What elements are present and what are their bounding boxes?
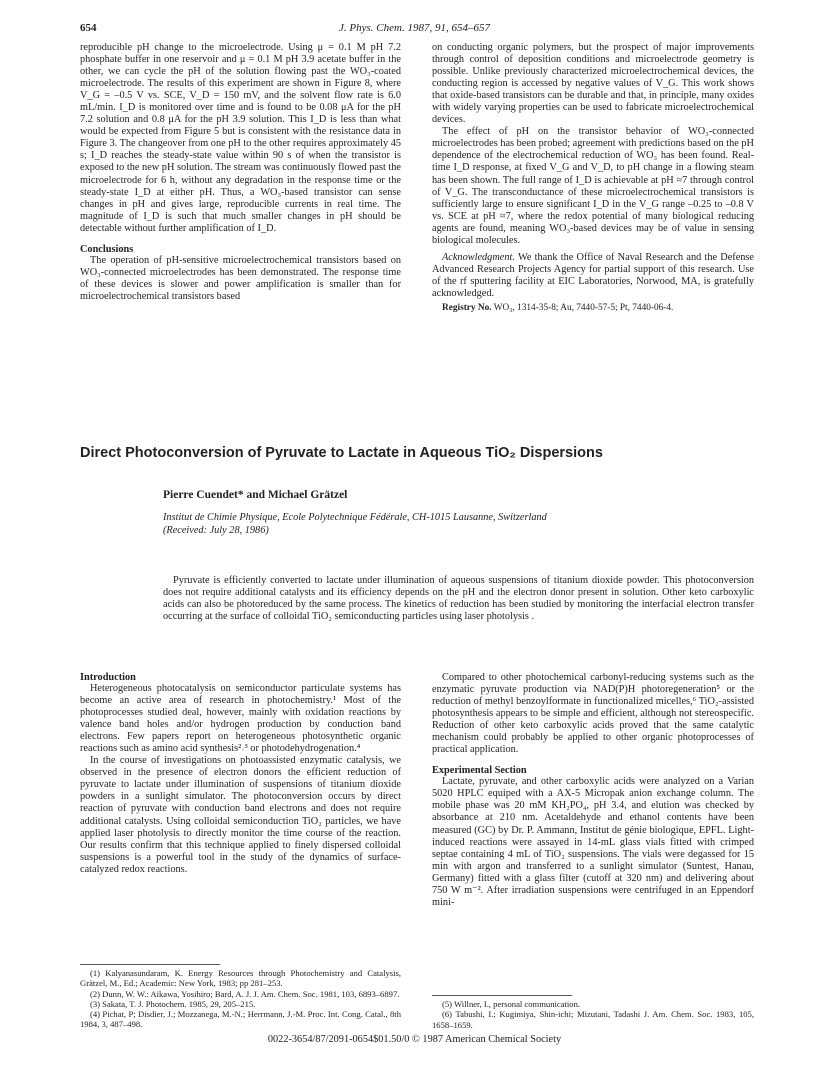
right-column-bottom <box>432 672 754 909</box>
experimental-heading: Experimental Section <box>432 765 527 777</box>
article-authors: Pierre Cuendet* and Michael Grätzel <box>163 489 348 501</box>
conclusions-paragraph: The operation of pH-sensitive microelectrochemical transistors based on WO₃-connected microelectrodes has been demonstrated. The response time of these devices is slower and power amplification is smaller than for microelectrochemical transistors based <box>80 254 401 302</box>
article-title: Direct Photoconversion of Pyruvate to Lactate in Aqueous TiO₂ Dispersions <box>80 445 603 461</box>
registry-label: Registry No. <box>442 302 492 313</box>
right-column-top <box>432 42 754 314</box>
footnote: (5) Willner, I., personal communication. <box>442 999 581 1009</box>
article-abstract <box>163 575 754 623</box>
comparison-paragraph: Compared to other photochemical carbonyl-reducing systems such as the enzymatic pyruvate production via NAD(P)H photoregeneration⁵ or the reduction of methyl benzoylformate in functionalized micelles,⁶ TiO₂-assisted photosynthesis appears to be simple and efficient, although not stereospecific. Reduction of other keto carboxylic acids proved that the same catalytic mechanism could probably be applied to other organic photoprocesses of practical application. <box>432 672 754 756</box>
footnotes-right <box>432 995 754 1030</box>
footnote: (6) Tabushi, I.; Kugimiya, Shin-ichi; Mizutani, Tadashi J. Am. Chem. Soc. 1983, 105, 1658–1659. <box>432 1009 754 1030</box>
registry-line <box>442 302 754 314</box>
ph-effect-paragraph: The effect of pH on the transistor behavior of WO₃-connected microelectrodes has been probed; agreement with predictions based on the pH dependence of the electrochemical reduction of WO₃ has been found. Real-time I_D response, at fixed V_G and V_D, to pH change in a flowing steam has been shown. The full range of I_D is achievable at pH ≈7 through control of V_G. The transconductance of these microelectrochemical transistors is sufficiently large to ensure significant I_D in the V_G range –0.25 to –0.8 V vs. SCE at pH ≈7, where the redox potential of many biological reducing agents are found, meaning WO₃-based devices may be of value in sensing biological molecules. <box>432 126 754 246</box>
acknowledgment-paragraph <box>432 252 754 300</box>
footnote-rule <box>80 964 220 965</box>
abstract-text: Pyruvate is efficiently converted to lactate under illumination of aqueous suspensions of titanium dioxide powder. This photoconversion does not require additional catalysts and its efficiency depends on the pH and the electron donor present in solution. Other keto carboxylic acids can also be photoreduced by the same process. The kinetics of reduction has been studied by monitoring the interfacial electron transfer occurring at the surface of colloidal TiO₂ semiconducting particles using laser photolysis . <box>163 575 754 623</box>
footnote: (3) Sakata, T. J. Photochem. 1985, 29, 205–215. <box>90 998 256 1009</box>
footnote: (4) Pichat, P; Disdier, J.; Mozzanega, M.-N.; Herrmann, J.-M. Proc. Int. Cong. Catal., 8th 1984, 3, 487–498. <box>80 1009 401 1030</box>
footnotes-left <box>80 964 401 1030</box>
affiliation: Institut de Chimie Physique, Ecole Polytechnique Fédérale, CH-1015 Lausanne, Switzerland <box>163 512 547 523</box>
continued-paragraph: reproducible pH change to the microelectrode. Using μ = 0.1 M pH 7.2 phosphate buffer in one reservoir and μ = 0.1 M pH 3.9 acetate buffer in the other, we can cycle the pH of the solution flowing past the WO₃-coated microelectrode. The results of this experiment are shown in Figure 8, where V_G = –0.5 V vs. SCE, V_D = 150 mV, and the solvent flow rate is 6.0 mL/min. I_D is monitored over time and is found to be 0.08 μA for the pH 7.2 solution and 0.8 μA for the pH 3.9 solution. This I_D is less than what would be expected from Figure 5 but is consistent with the resistance data in Figure 3. The changeover from one pH to the other requires approximately 45 s; I_D reaches the steady-state value within 90 s of when the transistor is exposed to the new pH solution. The stream was continuously flowed past the microelectrode for 6 h, without any degradation in the response time or the steady-state I_D at either pH. Thus, a WO₃-based transistor can sense changes in pH and gives large, reproducible currents in real time. The magnitude of I_D is such that much smaller changes in pH should be detectable without further amplification of I_D. <box>80 42 401 234</box>
experimental-paragraph: Lactate, pyruvate, and other carboxylic acids were analyzed on a Varian 5020 HPLC equiped with a AX-5 Micropak anion exchange column. The mobile phase was 20 mM KH₂PO₄, pH 3.4, and elution was checked by absorbance at 210 nm. Acetaldehyde and ethanol contents have been measured (GC) by Dr. P. Ammann, Institut de génie biologique, EPFL. Light-induced reactions were assayed in 14-mL glass vials fitted with crimped septae containing 4 mL of TiO₂ suspensions. The vials were degassed for 15 min with argon and transferred to a sunlight simulator (Suntest, Hanau, Germany) fitted with a glass filter (cutoff at 320 nm) and delivering about 750 W m⁻². After irradiation suspensions were centrifuged in an Eppendorf mini- <box>432 776 754 908</box>
article-affiliation-block <box>163 512 723 537</box>
received-date: (Received: July 28, 1986) <box>163 524 269 536</box>
left-column-bottom <box>80 672 401 876</box>
footnote-rule <box>432 995 572 996</box>
page-number: 654 <box>80 22 97 34</box>
left-column-top <box>80 42 401 303</box>
registry-text: WO₃, 1314-35-8; Au, 7440-57-5; Pt, 7440-06-4. <box>493 302 674 313</box>
copyright-line: 0022-3654/87/2091-0654$01.50/0 © 1987 American Chemical Society <box>267 1034 562 1045</box>
footnote: (2) Dunn, W. W.: Aikawa, Yosihiro; Bard, A. J. J. Am. Chem. Soc. 1981, 103, 6893–6897. <box>90 988 400 999</box>
running-header-journal: J. Phys. Chem. 1987, 91, 654–657 <box>339 22 490 34</box>
introduction-heading: Introduction <box>80 672 136 683</box>
continued-paragraph-right: on conducting organic polymers, but the prospect of major improvements through control of deposition conditions and microelectrode geometry is possible. Unlike previously characterized microelectrochemical devices, the conducting region is accessed by negative values of V_G. This work shows that oxide-based transistors can be durable and that, in principle, many oxides with widely varying properties can be used to fabricate microelectrochemical devices. <box>432 42 754 126</box>
introduction-paragraph-1: Heterogeneous photocatalysis on semiconductor particulate systems has become an active area of research in photochemistry.¹ Most of the photoprocesses studied deal, however, mainly with oxidation reactions by valence band holes and/or hydrogen production by conduction band electrons. Few papers report on heterogeneous photosynthetic organic reactions such as amino acid synthesis²˒³ or photodehydrogenation.⁴ <box>80 683 401 755</box>
introduction-paragraph-2: In the course of investigations on photoassisted enzymatic catalysis, we observed in the presence of electron donors the efficient reduction of pyruvate to lactate under illumination of suspensions of titanium dioxide powders in a sunlight simulator. The photoconversion occurs by direct reaction of pyruvate with conduction band electrons and does not require additional catalysts. Using colloidal semiconduction TiO₂ particles, we have applied laser photolysis to directly monitor the time course of the reaction. Our results confirm that this technique applied to finely dispersed colloidal suspensions is a powerful tool in the study of the dynamics of surface-catalyzed redox reactions. <box>80 755 401 875</box>
acknowledgment-label: Acknowledgment. <box>442 251 515 263</box>
footnote: (1) Kalyanasundaram, K. Energy Resources through Photochemistry and Catalysis, Grätzel, M., Ed.; Academic: New York, 1983; pp 281–253. <box>80 968 401 989</box>
conclusions-heading: Conclusions <box>80 243 134 255</box>
acknowledgment-text: We thank the Office of Naval Research and the Defense Advanced Research Projects Agency for partial support of this research. Use of the rf sputtering facility at EIC Laboratories, Norwood, MA, is gratefully acknowledged. <box>432 251 754 299</box>
